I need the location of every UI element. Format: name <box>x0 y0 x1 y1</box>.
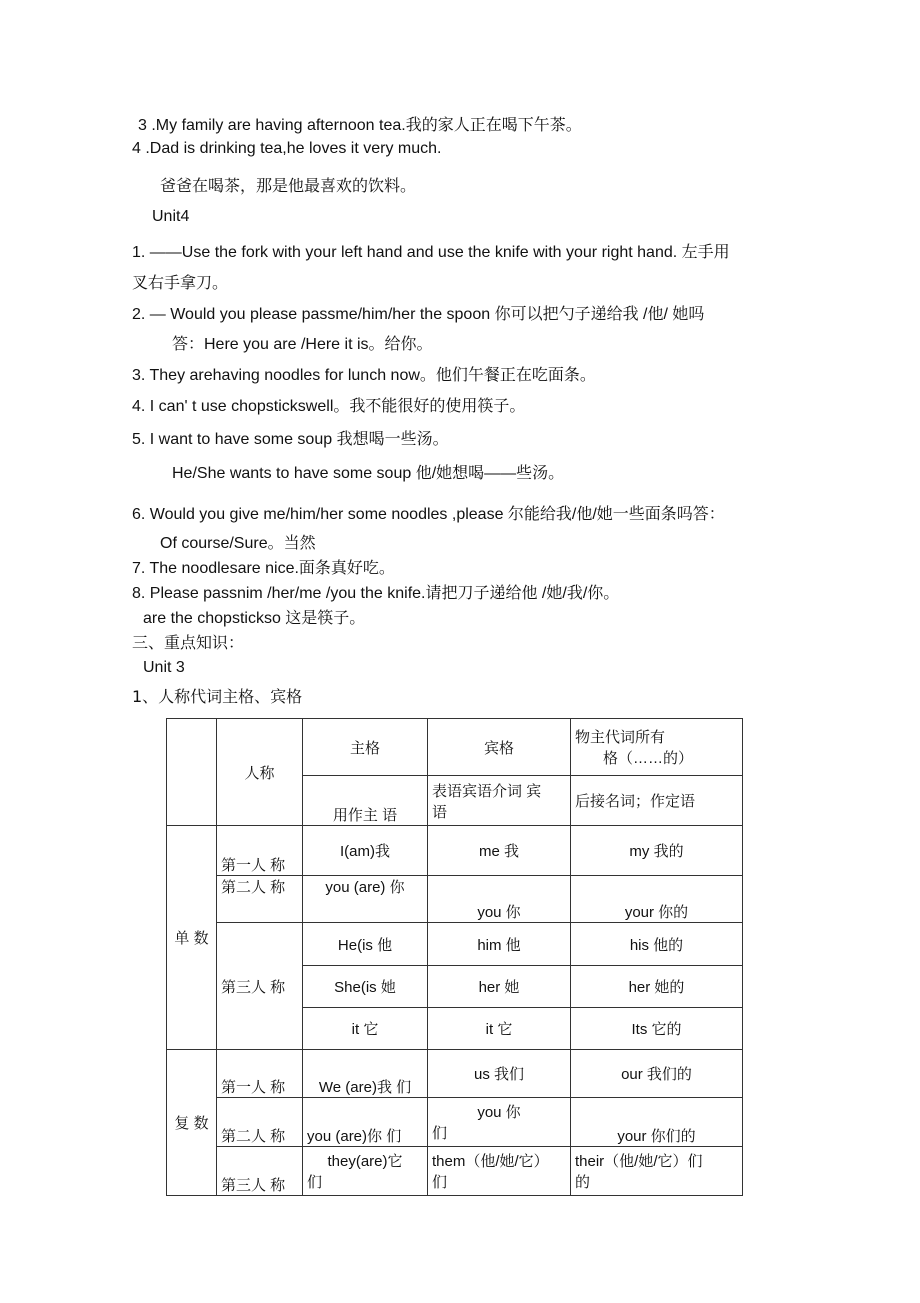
header-person: 人称 <box>217 719 303 826</box>
label-second-person: 第二人 称 <box>217 876 303 923</box>
label-second-person-plural: 第二人 称 <box>217 1098 303 1147</box>
corner-cell <box>167 719 217 826</box>
line-dad-translation: 爸爸在喝茶，那是他最喜欢的饮料。 <box>160 176 417 195</box>
cell-object-him: him 他 <box>428 923 571 966</box>
cell-object-you-plural-line2: 们 <box>432 1125 448 1142</box>
cell-subject-it: it 它 <box>303 1008 428 1050</box>
label-singular: 单 数 <box>167 826 217 1050</box>
subhead-object-usage-line2: 语 <box>432 803 448 821</box>
unit4-item-5: 5. I want to have some soup 我想喝一些汤。 <box>132 431 449 448</box>
cell-possessive-your-plural: your 你们的 <box>571 1098 743 1147</box>
cell-possessive-their <box>571 1147 743 1196</box>
cell-subject-you-plural: you (are)你 们 <box>303 1098 428 1147</box>
unit4-item-1: 1. ——Use the fork with your left hand and use the knife with your right hand. 左手用 <box>132 244 730 261</box>
label-third-person: 第三人 称 <box>217 923 303 1050</box>
cell-subject-they-line1: they(are)它 <box>327 1153 403 1170</box>
header-possessive <box>571 719 743 776</box>
cell-possessive-your: your 你的 <box>571 876 743 923</box>
unit4-item-3: 3. They arehaving noodles for lunch now。他们午餐正在吃面条。 <box>132 367 596 384</box>
unit4-item-6-answer: Of course/Sure。当然 <box>160 535 316 552</box>
cell-subject-she: She(is 她 <box>303 966 428 1008</box>
cell-object-us: us 我们 <box>428 1050 571 1098</box>
unit4-item-1-cont: 叉右手拿刀。 <box>132 273 229 292</box>
header-possessive-line1: 物主代词所有 <box>575 729 666 746</box>
line-3-family-tea: 3 .My family are having afternoon tea.我的家人正在喝下午茶。 <box>138 117 582 134</box>
unit4-heading: Unit4 <box>152 208 190 225</box>
label-first-person: 第一人 称 <box>217 826 303 876</box>
cell-object-you: you 你 <box>428 876 571 923</box>
cell-object-her: her 她 <box>428 966 571 1008</box>
unit4-item-5-third: He/She wants to have some soup 他/她想喝——些汤。 <box>172 465 565 482</box>
cell-possessive-our: our 我们的 <box>571 1050 743 1098</box>
unit4-chopsticks-line: are the chopstickso 这是筷子。 <box>143 610 366 627</box>
cell-object-you-plural <box>428 1098 571 1147</box>
cell-subject-they-line2: 们 <box>307 1174 323 1191</box>
cell-subject-they <box>303 1147 428 1196</box>
subhead-object-usage-line1: 表语宾语介词 宾 <box>432 782 542 800</box>
cell-subject-i: I(am)我 <box>303 826 428 876</box>
cell-subject-we: We (are)我 们 <box>303 1050 428 1098</box>
subhead-object-usage <box>428 776 571 826</box>
pronoun-table <box>166 718 743 1196</box>
section-key-knowledge: 三、重点知识： <box>132 633 245 652</box>
cell-object-me: me 我 <box>428 826 571 876</box>
unit4-item-6: 6. Would you give me/him/her some noodles ,please 尔能给我/他/她一些面条吗答： <box>132 506 725 523</box>
cell-possessive-their-line2: 的 <box>575 1174 591 1191</box>
cell-possessive-his: his 他的 <box>571 923 743 966</box>
cell-object-them-line1: them（他/她/它） <box>432 1153 549 1170</box>
header-possessive-line2: 格（……的） <box>603 750 694 767</box>
label-plural: 复 数 <box>167 1050 217 1196</box>
cell-object-them-line2: 们 <box>432 1174 448 1191</box>
cell-possessive-her: her 她的 <box>571 966 743 1008</box>
cell-subject-he: He(is 他 <box>303 923 428 966</box>
unit3-heading: Unit 3 <box>143 659 185 676</box>
cell-possessive-my: my 我的 <box>571 826 743 876</box>
cell-possessive-their-line1: their（他/她/它）们 <box>575 1153 703 1170</box>
unit4-item-7: 7. The noodlesare nice.面条真好吃。 <box>132 560 395 577</box>
unit4-item-2: 2. — Would you please passme/him/her the spoon 你可以把勺子递给我 /他/ 她吗 <box>132 306 705 323</box>
header-subject-case: 主格 <box>303 719 428 776</box>
subhead-possessive-usage: 后接名词；作定语 <box>571 776 743 826</box>
cell-subject-you: you (are) 你 <box>303 876 428 923</box>
unit4-item-2-answer: 答：Here you are /Here it is。给你。 <box>172 336 433 353</box>
unit4-item-4: 4. I can' t use chopstickswell。我不能很好的使用筷子。 <box>132 398 526 415</box>
cell-possessive-its: Its 它的 <box>571 1008 743 1050</box>
subhead-subject-usage: 用作主 语 <box>303 776 428 826</box>
unit4-item-8: 8. Please passnim /her/me /you the knife.请把刀子递给他 /她/我/你。 <box>132 585 620 602</box>
line-4-dad-tea: 4 .Dad is drinking tea,he loves it very much. <box>132 140 442 157</box>
cell-object-you-plural-line1: you 你 <box>477 1104 521 1121</box>
label-first-person-plural: 第一人 称 <box>217 1050 303 1098</box>
header-object-case: 宾格 <box>428 719 571 776</box>
cell-object-it: it 它 <box>428 1008 571 1050</box>
cell-object-them <box>428 1147 571 1196</box>
pronoun-topic-heading: 1、人称代词主格、宾格 <box>132 687 303 706</box>
label-third-person-plural: 第三人 称 <box>217 1147 303 1196</box>
